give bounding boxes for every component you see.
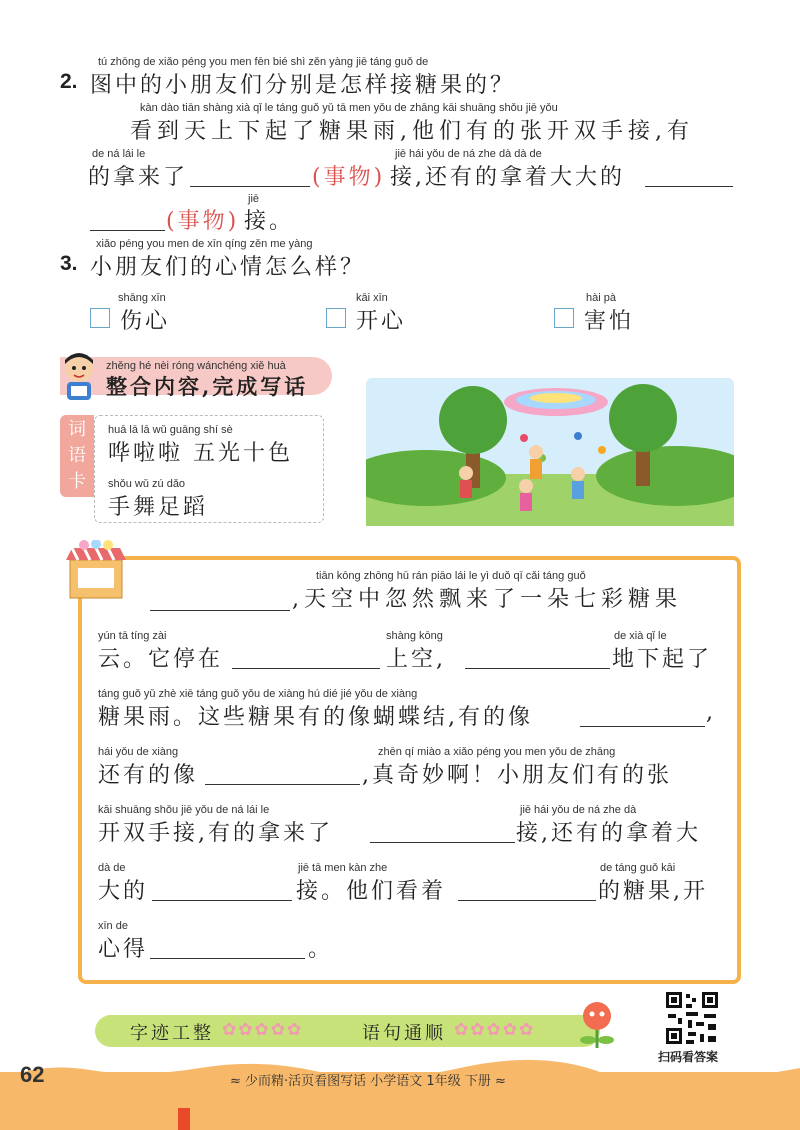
- writing-blank-6[interactable]: [370, 842, 515, 843]
- option-label-sad: 伤心: [120, 309, 171, 334]
- q2-blank-2-cont[interactable]: [90, 230, 165, 231]
- writing-blank-4[interactable]: [580, 726, 705, 727]
- option-label-scared: 害怕: [584, 309, 635, 334]
- word-card-tag: [60, 415, 94, 497]
- writing-r4-pinyin-b: zhēn qí miào a xiǎo péng you men yǒu de zhāng: [378, 746, 616, 758]
- q2-l2-text-b: 接,还有的拿着大大的: [390, 165, 625, 190]
- score-stars-fluent[interactable]: ✿✿✿✿✿: [454, 1020, 536, 1040]
- option-label-happy: 开心: [356, 309, 407, 334]
- q3-number: 3.: [60, 252, 78, 275]
- writing-r7-text: 心得: [98, 937, 149, 962]
- writing-blank-5[interactable]: [205, 784, 360, 785]
- writing-r5-pinyin-a: kāi shuāng shǒu jiē yǒu de ná lái le: [98, 804, 270, 816]
- q2-hint-1: (事物): [312, 165, 386, 190]
- page-number: 62: [20, 1062, 45, 1087]
- writing-r1-text: ,天空中忽然飘来了一朵七彩糖果: [292, 587, 682, 612]
- q2-l3-text: 接。: [244, 209, 295, 234]
- q2-l1-text: 看到天上下起了糖果雨,他们有的张开双手接,有: [130, 119, 694, 144]
- option-pinyin-sad: shāng xīn: [118, 292, 166, 304]
- q2-number: 2.: [60, 70, 78, 93]
- word-card-tag-char-3: 卡: [68, 471, 86, 492]
- option-pinyin-scared: hài pà: [586, 292, 616, 304]
- q2-pinyin: tú zhōng de xiǎo péng you men fēn bié shì zěn yàng jiē táng guǒ de: [98, 56, 429, 68]
- writing-r6-pinyin-c: de táng guǒ kāi: [600, 862, 676, 874]
- q2-l3-pinyin: jiē: [248, 193, 260, 205]
- qr-code-icon[interactable]: [664, 990, 720, 1046]
- writing-r2-text-a: 云。它停在: [98, 647, 224, 672]
- writing-r1-pinyin: tiān kōng zhōng hū rán piāo lái le yì duǒ qī cǎi táng guǒ: [316, 570, 586, 582]
- student-mascot-icon: [55, 350, 105, 402]
- q2-blank-2[interactable]: [645, 186, 733, 187]
- score-stars-neat[interactable]: ✿✿✿✿✿: [222, 1020, 304, 1040]
- writing-r6-pinyin-a: dà de: [98, 862, 126, 874]
- writing-r2-text-c: 地下起了: [612, 647, 713, 672]
- writing-blank-2[interactable]: [232, 668, 380, 669]
- writing-r4-text-a: 还有的像: [98, 763, 199, 788]
- option-checkbox-happy[interactable]: [326, 308, 346, 328]
- score-item-fluent: 语句通顺: [362, 1023, 446, 1044]
- writing-r5-pinyin-b: jiē hái yǒu de ná zhe dà: [520, 804, 637, 816]
- footer-red-marker: [178, 1108, 190, 1130]
- section-pinyin: zhěng hé nèi róng wánchéng xiě huà: [106, 360, 286, 372]
- option-pinyin-happy: kāi xīn: [356, 292, 388, 304]
- option-checkbox-scared[interactable]: [554, 308, 574, 328]
- q2-blank-1[interactable]: [190, 186, 310, 187]
- q2-question: 图中的小朋友们分别是怎样接糖果的？: [90, 73, 516, 98]
- writing-r3-pinyin: táng guǒ yǔ zhè xiē táng guǒ yǒu de xiàng hú dié jié yǒu de xiàng: [98, 688, 418, 700]
- writing-r6-text-c: 的糖果,开: [598, 879, 708, 904]
- candy-shop-icon: [64, 540, 128, 600]
- writing-r7-pinyin: xīn de: [98, 920, 128, 932]
- candy-rain-illustration: [366, 378, 734, 526]
- q2-l1-pinyin: kàn dào tiān shàng xià qǐ le táng guǒ yǔ tā men yǒu de zhāng kāi shuāng shǒu jiē yǒu: [140, 102, 558, 114]
- word-card-w1-pinyin: huā lā lā wǔ guāng shí sè: [108, 424, 233, 436]
- word-card-w2-pinyin: shǒu wǔ zú dǎo: [108, 478, 186, 490]
- writing-r5-text-b: 接,还有的拿着大: [516, 821, 701, 846]
- q3-pinyin: xiǎo péng you men de xīn qíng zěn me yàng: [96, 238, 313, 250]
- writing-r5-text-a: 开双手接,有的拿来了: [98, 821, 333, 846]
- writing-r3-text: 糖果雨。这些糖果有的像蝴蝶结,有的像: [98, 705, 533, 730]
- writing-blank-8[interactable]: [458, 900, 596, 901]
- option-checkbox-sad[interactable]: [90, 308, 110, 328]
- writing-r2-text-b: 上空,: [386, 647, 446, 672]
- writing-blank-7[interactable]: [152, 900, 292, 901]
- writing-r2-pinyin-c: de xià qǐ le: [614, 630, 667, 642]
- q2-l2-pinyin-b: jiē hái yǒu de ná zhe dà dà de: [395, 148, 542, 160]
- writing-r6-text-a: 大的: [98, 879, 149, 904]
- q3-question: 小朋友们的心情怎么样？: [90, 255, 366, 280]
- word-card-tag-char-2: 语: [68, 445, 86, 466]
- writing-blank-1[interactable]: [150, 610, 290, 611]
- writing-r3-end: ,: [706, 700, 716, 725]
- writing-r2-pinyin-b: shàng kōng: [386, 630, 443, 642]
- score-item-neat: 字迹工整: [130, 1023, 214, 1044]
- qr-caption: 扫码看答案: [658, 1050, 719, 1064]
- flower-mascot-icon: [574, 998, 620, 1052]
- writing-r2-pinyin-a: yún tā tíng zài: [98, 630, 167, 642]
- section-title: 整合内容,完成写话: [106, 374, 309, 399]
- word-card-w2: 手舞足蹈: [108, 495, 209, 520]
- writing-blank-9[interactable]: [150, 958, 305, 959]
- writing-r4-pinyin-a: hái yǒu de xiàng: [98, 746, 179, 758]
- writing-r6-pinyin-b: jiē tā men kàn zhe: [298, 862, 388, 874]
- footer-book-title: ≈ 少而精·活页看图写话 小学语文 1年级 下册 ≈: [230, 1074, 506, 1089]
- writing-r4-text-b: ,真奇妙啊！小朋友们有的张: [362, 763, 672, 788]
- q2-hint-2: (事物): [166, 209, 240, 234]
- writing-r6-text-b: 接。他们看着: [296, 879, 447, 904]
- q2-l2-pinyin-a: de ná lái le: [92, 148, 146, 160]
- writing-blank-3[interactable]: [465, 668, 610, 669]
- q2-l2-text-a: 的拿来了: [88, 165, 189, 190]
- word-card-w1: 哗啦啦 五光十色: [108, 441, 293, 466]
- writing-r7-end: 。: [308, 937, 334, 962]
- word-card-tag-char-1: 词: [68, 419, 86, 440]
